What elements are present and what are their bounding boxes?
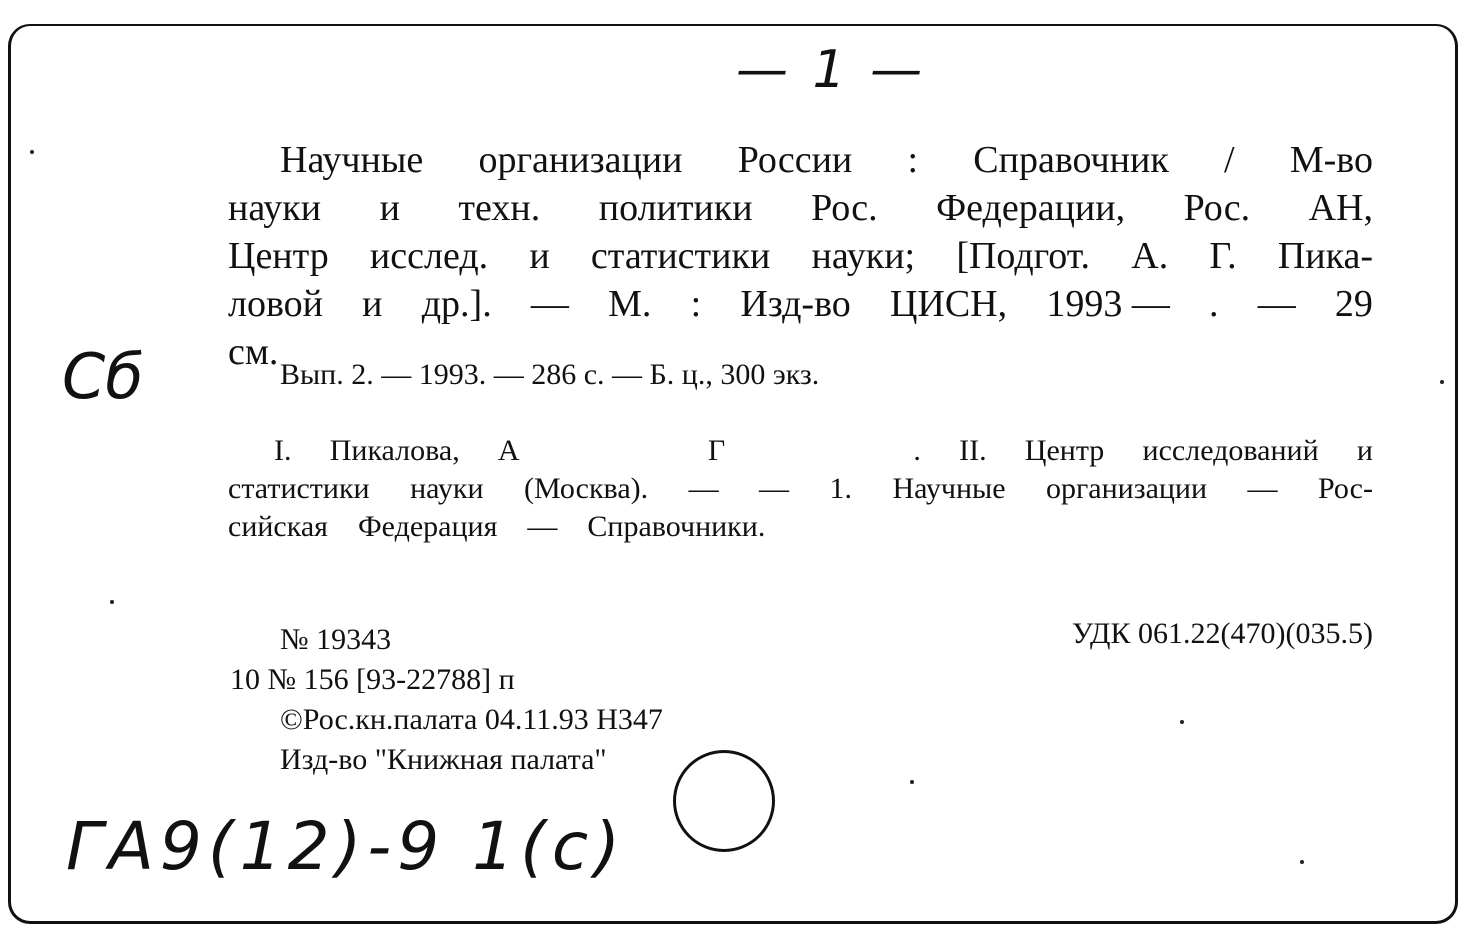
scan-speck (1300, 860, 1304, 864)
issue-description: Вып. 2. — 1993. — 286 с. — Б. ц., 300 экз. (280, 358, 820, 391)
tracing-word: науки (410, 472, 484, 505)
entry-word: статистики (590, 235, 771, 277)
entry-word: АН, (1308, 187, 1373, 229)
entry-word: Рос. (1183, 187, 1251, 229)
tracing-word: Справочники. (587, 510, 766, 543)
tracing-word: 1. (829, 472, 852, 505)
entry-word: политики (598, 187, 753, 229)
tracing-word: — (688, 472, 719, 505)
series-number: 10 № 156 [93-22788] п (230, 663, 515, 696)
copyright-line: ©Рос.кн.палата 04.11.93 Н347 (280, 703, 663, 736)
entry-word: Пика- (1277, 235, 1373, 277)
handwritten-shelf-mark: Сб (62, 340, 144, 413)
entry-word: 29 (1334, 283, 1373, 325)
tracing-word: — (527, 510, 558, 543)
tracing-word: — (1247, 472, 1278, 505)
entry-word: России (737, 139, 853, 181)
entry-word: А. (1131, 235, 1169, 277)
tracing-word: сийская (228, 510, 328, 543)
scan-speck (110, 600, 114, 604)
entry-word: и (379, 187, 400, 229)
entry-word: организации (478, 139, 683, 181)
tracing-line-1 (228, 432, 1373, 470)
entry-word: — (1257, 283, 1296, 325)
entry-line-3 (228, 232, 1373, 280)
tracing-word: (Москва). (524, 472, 649, 505)
scan-speck (1180, 720, 1184, 724)
entry-word: 1993 — (1046, 283, 1170, 325)
handwritten-call-number: ГА9(12)-9 1(с) (66, 808, 626, 885)
entry-word: ЦИСН, (889, 283, 1008, 325)
entry-word: науки (228, 187, 322, 229)
tracing-word: Центр (1024, 434, 1105, 467)
entry-word: — (530, 283, 569, 325)
scan-speck (910, 780, 914, 784)
entry-line-2 (228, 184, 1373, 232)
tracing-word: II. (959, 434, 987, 467)
entry-word: М. (608, 283, 652, 325)
tracing-word: Федерация (357, 510, 498, 543)
entry-word: Федерации, (936, 187, 1126, 229)
entry-word: М-во (1289, 139, 1373, 181)
tracing-word: Пикалова, (329, 434, 460, 467)
tracing-word: А (497, 434, 520, 467)
tracing-word: . (913, 434, 921, 467)
publisher-line: Изд-во "Книжная палата" (280, 743, 607, 776)
entry-word: и (529, 235, 550, 277)
entry-line-1 (228, 136, 1373, 184)
registration-block (230, 620, 663, 780)
tracing-word: организации (1045, 472, 1208, 505)
page-number-mark: — 1 — (736, 40, 927, 100)
tracing-word: — (759, 472, 790, 505)
entry-word: : (690, 283, 702, 325)
entry-word: исслед. (369, 235, 489, 277)
bibliographic-entry (228, 136, 1373, 376)
tracing-word: исследований (1142, 434, 1319, 467)
tracing-word: Рос- (1317, 472, 1373, 505)
entry-word: техн. (458, 187, 541, 229)
udk-classification: УДК 061.22(470)(035.5) (1071, 617, 1373, 650)
tracing-word: статистики (228, 472, 370, 505)
entry-word: . (1209, 283, 1219, 325)
entry-word: : (907, 139, 919, 181)
tracing-word: Г (707, 434, 726, 467)
tracings (228, 432, 1373, 546)
entry-word: науки; (811, 235, 916, 277)
circle-stamp (673, 750, 775, 852)
entry-word: Научные (280, 139, 424, 181)
entry-word: ловой (228, 283, 323, 325)
tracing-word: и (1356, 434, 1373, 467)
entry-word: Справочник (973, 139, 1169, 181)
entry-line-4 (228, 280, 1373, 328)
entry-word: и (362, 283, 383, 325)
entry-word: см. (228, 331, 279, 373)
tracing-word: I. (274, 434, 292, 467)
entry-word: Изд-во (740, 283, 851, 325)
registration-number: № 19343 (280, 623, 392, 656)
entry-word: [Подгот. (956, 235, 1091, 277)
entry-word: Г. (1209, 235, 1237, 277)
scan-speck (1440, 380, 1444, 384)
entry-word: / (1224, 139, 1235, 181)
tracing-line-3 (228, 508, 1373, 546)
scan-speck (30, 150, 34, 154)
entry-word: Центр (228, 235, 329, 277)
tracing-line-2 (228, 470, 1373, 508)
entry-word: др.]. (421, 283, 492, 325)
entry-word: Рос. (811, 187, 878, 229)
tracing-word: Научные (892, 472, 1006, 505)
